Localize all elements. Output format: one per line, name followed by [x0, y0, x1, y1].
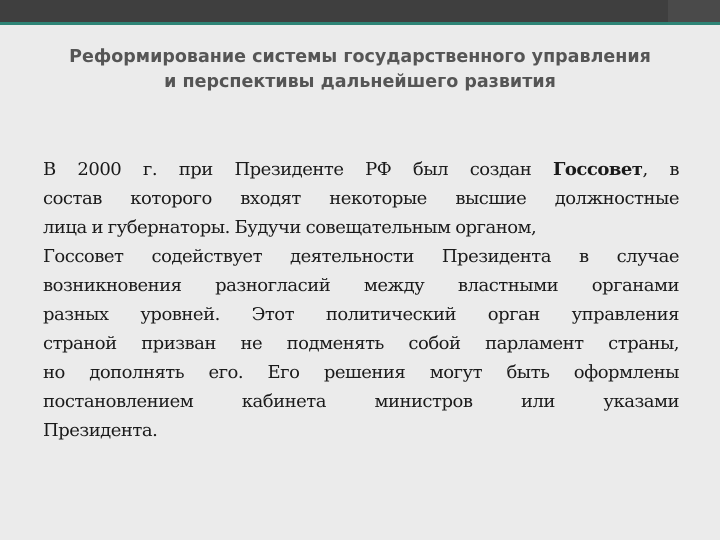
corner-decoration [668, 0, 720, 22]
body-line-1-start: В 2000 г. при Президенте РФ был создан [43, 159, 553, 180]
body-line-1-end: , в [642, 159, 679, 180]
top-band [0, 0, 720, 22]
body-line-4: Госсовет содействует деятельности Президента в случае [43, 246, 679, 267]
slide-title [20, 45, 700, 95]
body-line-2: состав которого входят некоторые высшие должностные [43, 188, 679, 209]
slide-title-line-2: и перспективы дальнейшего развития [164, 72, 556, 92]
slide-title-line-1: Реформирование системы государственного управления [69, 47, 651, 67]
body-line-9: постановлением кабинета министров или указами [43, 391, 679, 412]
body-line-5: возникновения разногласий между властными органами [43, 275, 679, 296]
body-line-3: лица и губернаторы. Будучи совещательным органом, [43, 217, 537, 238]
body-line-6: разных уровней. Этот политический орган управления [43, 304, 679, 325]
slide-body-text [43, 155, 679, 445]
top-accent-line [0, 22, 720, 25]
body-line-8: но дополнять его. Его решения могут быть оформлены [43, 362, 679, 383]
gossovet-bold: Госсовет [552, 159, 643, 180]
body-line-10: Президента. [43, 420, 158, 441]
body-line-7: страной призван не подменять собой парламент страны, [43, 333, 679, 354]
body-line-1 [43, 155, 679, 184]
